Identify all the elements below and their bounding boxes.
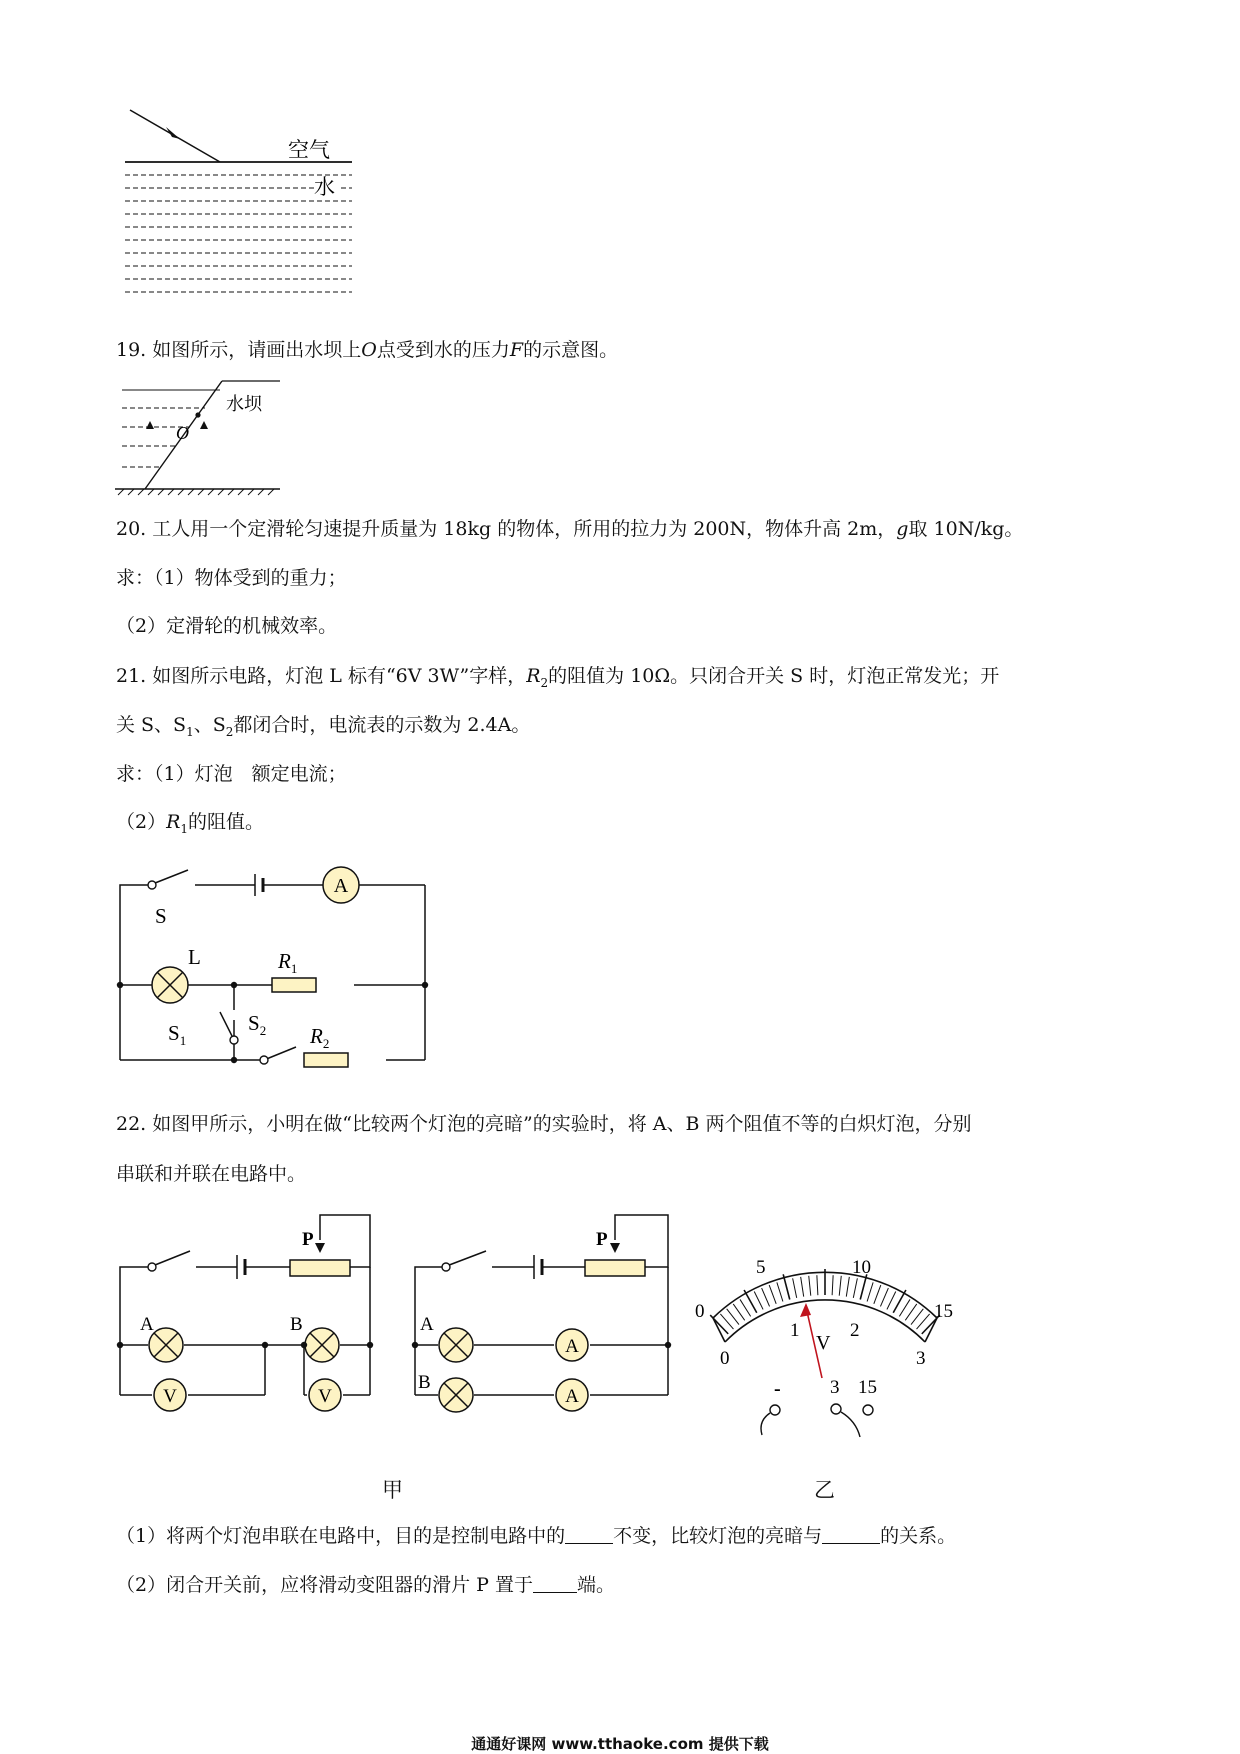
dial-tick — [733, 1304, 744, 1320]
dial-inner-1: 1 — [790, 1320, 800, 1341]
figure-yi-caption: 乙 — [814, 1478, 835, 1502]
voltmeter-1-label: V — [163, 1386, 177, 1407]
q22-line-2: 串联和并联在电路中。 — [116, 1163, 307, 1185]
dial-outer-10: 10 — [852, 1257, 871, 1278]
ammeter-1-label: A — [565, 1336, 579, 1357]
question-number: 19. — [116, 339, 147, 361]
slider-p-label: P — [302, 1229, 314, 1250]
lamp-l-label: L — [188, 945, 201, 969]
dial-inner-3: 3 — [916, 1348, 926, 1369]
voltmeter-2-label: V — [318, 1386, 332, 1407]
dial-tick — [801, 1277, 804, 1297]
page-footer: 通通好课网 www.tthaoke.com 提供下载 — [471, 1735, 769, 1753]
dial-tick — [762, 1288, 770, 1306]
r2-label: $R_2$ — [310, 1024, 330, 1051]
point-o-label: O — [176, 423, 189, 443]
ammeter-label: A — [333, 875, 349, 897]
dial-tick — [839, 1276, 841, 1296]
q21-line-2: 关 S、$S_1$、$S_2$都闭合时，电流表的示数为 2.4A。 — [116, 714, 531, 739]
terminal-15: 15 — [858, 1377, 877, 1398]
dial-tick — [777, 1282, 783, 1301]
q22-sub-1: （1）将两个灯泡串联在电路中，目的是控制电路中的 不变，比较灯泡的亮暗与 的关系。 — [116, 1525, 957, 1547]
dial-tick — [754, 1291, 763, 1309]
dial-outer-0: 0 — [695, 1301, 705, 1322]
answer-blank-1[interactable] — [565, 1525, 613, 1544]
dial-tick — [880, 1288, 888, 1306]
dial-tick — [783, 1274, 790, 1299]
dial-tick — [727, 1309, 739, 1325]
dial-tick — [853, 1278, 857, 1298]
question-number: 21. — [116, 665, 147, 687]
air-label: 空气 — [288, 138, 330, 162]
dial-tick — [911, 1309, 923, 1325]
dial-tick — [740, 1299, 751, 1316]
dam-figure — [110, 375, 290, 500]
dial-tick — [899, 1299, 910, 1316]
dial-tick — [817, 1275, 818, 1295]
dial-inner-0: 0 — [720, 1348, 730, 1369]
q21-circuit — [110, 860, 440, 1080]
answer-blank-3[interactable] — [533, 1574, 577, 1593]
figure-jia-caption: 甲 — [382, 1478, 403, 1502]
s2-label: $S_2$ — [248, 1011, 267, 1038]
dial-tick — [793, 1278, 797, 1298]
dial-unit: V — [816, 1332, 831, 1354]
question-number: 20. — [116, 518, 147, 540]
question-21: 21. 如图所示电路，灯泡 L 标有“6V 3W”字样，$R_2$的阻值为 10Ω。只闭合开关 S 时，灯泡正常发光；开 — [116, 665, 1000, 690]
dial-tick — [769, 1285, 776, 1304]
dial-tick — [887, 1291, 896, 1309]
circuit-jia-parallel — [400, 1205, 680, 1455]
q21-ask-1: 求：（1）灯泡 额定电流； — [116, 763, 347, 785]
dial-tick — [809, 1276, 811, 1296]
lamp-b-label: B — [418, 1372, 431, 1393]
refraction-figure — [120, 95, 360, 310]
lamp-a-label: A — [420, 1314, 434, 1335]
answer-blank-2[interactable] — [822, 1525, 880, 1544]
switch-s-label: S — [155, 904, 167, 928]
q20-ask-1: 求：（1）物体受到的重力； — [116, 567, 347, 589]
q21-ask-2: $(2)R_1$的阻值。 — [116, 811, 265, 836]
lamp-b-label: B — [290, 1314, 303, 1335]
dam-label: 水坝 — [226, 394, 262, 414]
dial-tick — [860, 1274, 867, 1299]
dial-tick — [867, 1282, 873, 1301]
r1-label: $R_1$ — [278, 949, 298, 976]
terminal-minus: - — [774, 1378, 781, 1400]
s1-label: $S_1$ — [168, 1021, 187, 1048]
dial-tick — [846, 1277, 849, 1297]
question-20: 20. 工人用一个定滑轮匀速提升质量为 18kg 的物体，所用的拉力为 200N，物体升高 2m，g取 10N/kg。 — [116, 518, 1024, 540]
q20-ask-2: （2）定滑轮的机械效率。 — [116, 615, 338, 637]
question-number: 22. — [116, 1113, 147, 1135]
question-19: 19. 如图所示，请画出水坝上O点受到水的压力F的示意图。 — [116, 339, 619, 361]
dial-tick — [832, 1275, 833, 1295]
q22-sub-2: （2）闭合开关前，应将滑动变阻器的滑片 P 置于 端。 — [116, 1574, 615, 1596]
dial-tick — [905, 1304, 916, 1320]
lamp-a-label: A — [140, 1314, 154, 1335]
water-label: 水 — [314, 175, 335, 199]
circuit-jia-series — [110, 1205, 390, 1455]
ammeter-2-label: A — [565, 1386, 579, 1407]
voltmeter-dial — [690, 1235, 960, 1455]
slider-p-label: P — [596, 1229, 608, 1250]
dial-outer-15: 15 — [934, 1301, 953, 1322]
terminal-3: 3 — [830, 1377, 840, 1398]
dial-inner-2: 2 — [850, 1320, 860, 1341]
dial-outer-5: 5 — [756, 1257, 766, 1278]
dial-tick — [874, 1285, 881, 1304]
question-22: 22. 如图甲所示，小明在做“比较两个灯泡的亮暗”的实验时，将 A、B 两个阻值不等的白炽灯泡，分别 — [116, 1113, 972, 1135]
